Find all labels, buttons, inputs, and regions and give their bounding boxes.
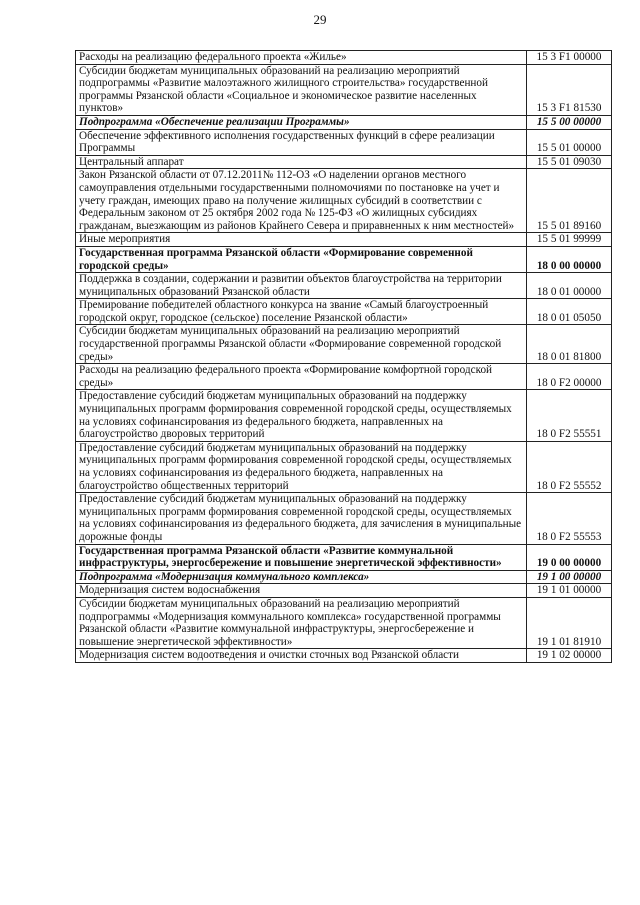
table-row [76, 299, 612, 325]
page-number: 29 [313, 12, 327, 27]
table-row [76, 129, 612, 155]
table-row [76, 64, 612, 115]
target-article-code: 18 0 01 00000 [527, 273, 612, 299]
expense-description: Модернизация систем водоотведения и очистки сточных вод Рязанской области [76, 649, 527, 663]
target-article-code: 15 5 01 89160 [527, 169, 612, 233]
target-article-code: 19 1 01 81910 [527, 597, 612, 648]
table-row [76, 115, 612, 129]
expense-description: Предоставление субсидий бюджетам муниципальных образований на поддержку муниципальных программ формирования современной городской среды, осуществляемых на условиях софинансирования из федерального бюджета, направленных на благоустройство дворовых территорий [76, 390, 527, 441]
table-row [76, 155, 612, 169]
table-row [76, 169, 612, 233]
expense-description: Центральный аппарат [76, 155, 527, 169]
expense-description: Государственная программа Рязанской области «Развитие коммунальной инфраструктуры, энергосбережение и повышение энергетической эффективности» [76, 544, 527, 570]
table-row [76, 584, 612, 598]
expense-description: Иные мероприятия [76, 233, 527, 247]
expense-description: Субсидии бюджетам муниципальных образований на реализацию мероприятий подпрограммы «Развитие малоэтажного жилищного строительства» государственной программы Рязанской области «Социальное и экономическое развитие населенных пунктов» [76, 64, 527, 115]
target-article-code: 18 0 F2 55551 [527, 390, 612, 441]
table-row [76, 570, 612, 584]
expense-description: Субсидии бюджетам муниципальных образований на реализацию мероприятий подпрограммы «Модернизация коммунального комплекса» государственной программы Рязанской области «Развитие коммунальной инфраструктуры, энергосбережение и повышение энергетической эффективности» [76, 597, 527, 648]
expense-description: Закон Рязанской области от 07.12.2011№ 112-ОЗ «О наделении органов местного самоуправления отдельными государственными полномочиями по постановке на учет и учету граждан, имеющих право на получение жилищных субсидий в соответствии с Федеральным законом от 25 октября 2002 года № 125-ФЗ «О жилищных субсидиях гражданам, выезжающим из районов Крайнего Севера и приравненных к ним местностей» [76, 169, 527, 233]
table-row [76, 246, 612, 272]
target-article-code: 18 0 F2 55553 [527, 493, 612, 544]
target-article-code: 15 5 01 09030 [527, 155, 612, 169]
expense-description: Модернизация систем водоснабжения [76, 584, 527, 598]
table-row [76, 493, 612, 544]
table-row [76, 233, 612, 247]
target-article-code: 18 0 01 81800 [527, 325, 612, 364]
expense-description: Субсидии бюджетам муниципальных образований на реализацию мероприятий государственной программы Рязанской области «Формирование современной городской среды» [76, 325, 527, 364]
target-article-code: 19 0 00 00000 [527, 544, 612, 570]
table-body [76, 51, 612, 663]
target-article-code: 15 5 00 00000 [527, 115, 612, 129]
table-row [76, 51, 612, 65]
target-article-code: 18 0 F2 00000 [527, 364, 612, 390]
table-row [76, 273, 612, 299]
table-row [76, 441, 612, 492]
target-article-code: 15 3 F1 81530 [527, 64, 612, 115]
expense-description: Государственная программа Рязанской области «Формирование современной городской среды» [76, 246, 527, 272]
table-row [76, 649, 612, 663]
expense-description: Поддержка в создании, содержании и развитии объектов благоустройства на территории муниципальных образований Рязанской области [76, 273, 527, 299]
table-row [76, 390, 612, 441]
expense-description: Расходы на реализацию федерального проекта «Формирование комфортной городской среды» [76, 364, 527, 390]
target-article-code: 15 5 01 00000 [527, 129, 612, 155]
budget-classification-table [75, 50, 612, 663]
expense-description: Обеспечение эффективного исполнения государственных функций в сфере реализации Программы [76, 129, 527, 155]
target-article-code: 15 3 F1 00000 [527, 51, 612, 65]
table-row [76, 597, 612, 648]
target-article-code: 18 0 00 00000 [527, 246, 612, 272]
target-article-code: 19 1 02 00000 [527, 649, 612, 663]
target-article-code: 15 5 01 99999 [527, 233, 612, 247]
expense-description: Подпрограмма «Модернизация коммунального комплекса» [76, 570, 527, 584]
expense-description: Премирование победителей областного конкурса на звание «Самый благоустроенный городской округ, городское (сельское) поселение Рязанской области» [76, 299, 527, 325]
target-article-code: 19 1 01 00000 [527, 584, 612, 598]
target-article-code: 19 1 00 00000 [527, 570, 612, 584]
target-article-code: 18 0 F2 55552 [527, 441, 612, 492]
expense-description: Предоставление субсидий бюджетам муниципальных образований на поддержку муниципальных программ формирования современной городской среды, осуществляемых на условиях софинансирования из федерального бюджета, для зачисления в муниципальные дорожные фонды [76, 493, 527, 544]
expense-description: Предоставление субсидий бюджетам муниципальных образований на поддержку муниципальных программ формирования современной городской среды, осуществляемых на условиях софинансирования из федерального бюджета, направленных на благоустройство общественных территорий [76, 441, 527, 492]
table-row [76, 325, 612, 364]
table-row [76, 544, 612, 570]
table-row [76, 364, 612, 390]
expense-description: Подпрограмма «Обеспечение реализации Программы» [76, 115, 527, 129]
target-article-code: 18 0 01 05050 [527, 299, 612, 325]
expense-description: Расходы на реализацию федерального проекта «Жилье» [76, 51, 527, 65]
